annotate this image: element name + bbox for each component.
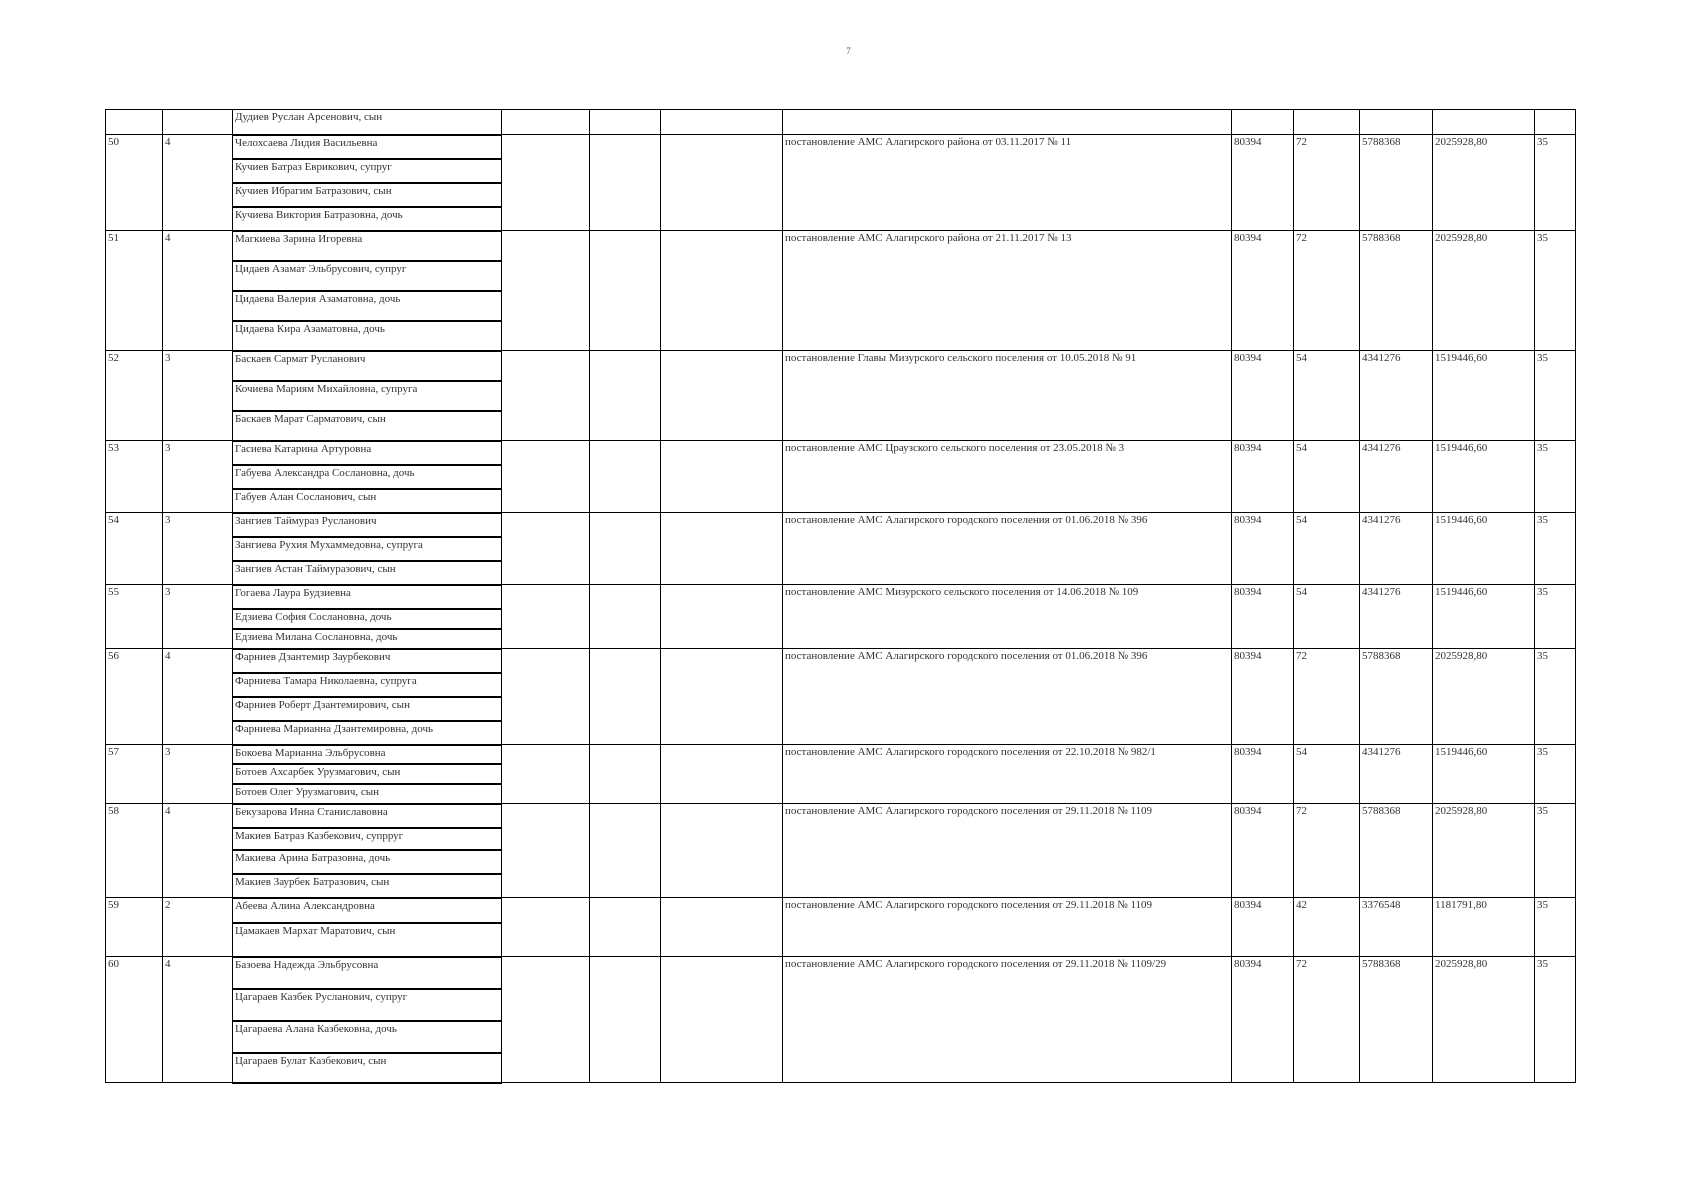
value-cell-4: 1519446,60 [1433,351,1535,441]
family-member-name: Баскаев Марат Сарматович, сын [233,411,502,441]
family-member-name: Гасиева Катарина Артуровна [233,441,502,465]
value-cell-1: 80394 [1232,898,1294,957]
empty-cell-b [590,745,661,804]
value-cell-4 [1433,110,1535,135]
family-member-name: Ботоев Ахсарбек Урузмагович, сын [233,764,502,784]
record-number [106,110,163,135]
family-member-name: Фарниева Тамара Николаевна, супруга [233,673,502,697]
empty-cell-c [661,898,783,957]
family-member-name: Дудиев Руслан Арсенович, сын [233,110,502,135]
value-cell-5: 35 [1535,898,1576,957]
empty-cell-c [661,649,783,745]
empty-cell-b [590,441,661,513]
table-row [106,441,1576,465]
decision-document: постановление АМС Алагирского городского поселения от 29.11.2018 № 1109 [783,898,1232,957]
value-cell-5: 35 [1535,135,1576,231]
decision-document: постановление АМС Алагирского городского поселения от 01.06.2018 № 396 [783,649,1232,745]
value-cell-4: 1181791,80 [1433,898,1535,957]
empty-cell-b [590,585,661,649]
value-cell-1: 80394 [1232,441,1294,513]
empty-cell-c [661,745,783,804]
page-number: 7 [846,46,851,56]
value-cell-5: 35 [1535,957,1576,1083]
value-cell-1: 80394 [1232,957,1294,1083]
family-size: 4 [163,231,233,351]
value-cell-3 [1360,110,1433,135]
record-number: 54 [106,513,163,585]
family-member-name: Бекузарова Инна Станиславовна [233,804,502,828]
empty-cell-a [502,351,590,441]
empty-cell-a [502,441,590,513]
value-cell-3: 5788368 [1360,649,1433,745]
family-member-name: Баскаев Сармат Русланович [233,351,502,381]
family-member-name: Абеева Алина Александровна [233,898,502,923]
family-member-name: Гогаева Лаура Будзиевна [233,585,502,609]
value-cell-2: 42 [1294,898,1360,957]
table-row [106,957,1576,989]
value-cell-5: 35 [1535,231,1576,351]
value-cell-3: 4341276 [1360,513,1433,585]
family-member-name: Зангиева Рухия Мухаммедовна, супруга [233,537,502,561]
family-size: 4 [163,135,233,231]
family-size: 4 [163,957,233,1083]
family-size [163,110,233,135]
value-cell-1: 80394 [1232,804,1294,898]
table-row [106,804,1576,828]
empty-cell-a [502,231,590,351]
value-cell-4: 2025928,80 [1433,231,1535,351]
record-number: 57 [106,745,163,804]
value-cell-2: 72 [1294,957,1360,1083]
value-cell-3: 4341276 [1360,441,1433,513]
empty-cell-b [590,649,661,745]
table-row [106,649,1576,673]
empty-cell-c [661,135,783,231]
decision-document: постановление АМС Цраузского сельского поселения от 23.05.2018 № 3 [783,441,1232,513]
family-size: 3 [163,745,233,804]
family-member-name: Цамакаев Мархат Маратович, сын [233,923,502,957]
empty-cell-a [502,898,590,957]
value-cell-1: 80394 [1232,745,1294,804]
value-cell-5 [1535,110,1576,135]
record-number: 59 [106,898,163,957]
value-cell-2: 54 [1294,351,1360,441]
empty-cell-a [502,957,590,1083]
family-member-name: Едзиева София Сослановна, дочь [233,609,502,629]
empty-cell-c [661,351,783,441]
value-cell-2: 72 [1294,135,1360,231]
value-cell-1: 80394 [1232,351,1294,441]
family-member-name: Челохсаева Лидия Васильевна [233,135,502,159]
value-cell-5: 35 [1535,351,1576,441]
record-number: 58 [106,804,163,898]
value-cell-1 [1232,110,1294,135]
decision-document: постановление АМС Алагирского городского поселения от 01.06.2018 № 396 [783,513,1232,585]
value-cell-1: 80394 [1232,585,1294,649]
family-size: 3 [163,441,233,513]
family-member-name: Цидаев Азамат Эльбрусович, супруг [233,261,502,291]
family-size: 2 [163,898,233,957]
family-size: 3 [163,513,233,585]
empty-cell-a [502,745,590,804]
empty-cell-b [590,898,661,957]
value-cell-1: 80394 [1232,231,1294,351]
value-cell-4: 1519446,60 [1433,745,1535,804]
decision-document: постановление АМС Мизурского сельского поселения от 14.06.2018 № 109 [783,585,1232,649]
table-row [106,351,1576,381]
value-cell-4: 1519446,60 [1433,513,1535,585]
value-cell-3: 5788368 [1360,135,1433,231]
empty-cell-a [502,804,590,898]
decision-document: постановление АМС Алагирского городского поселения от 22.10.2018 № 982/1 [783,745,1232,804]
table-row [106,745,1576,764]
family-member-name: Макиева Арина Батразовна, дочь [233,850,502,874]
empty-cell-c [661,513,783,585]
value-cell-3: 5788368 [1360,231,1433,351]
value-cell-4: 2025928,80 [1433,804,1535,898]
value-cell-4: 2025928,80 [1433,649,1535,745]
value-cell-5: 35 [1535,513,1576,585]
record-number: 56 [106,649,163,745]
decision-document: постановление АМС Алагирского района от 21.11.2017 № 13 [783,231,1232,351]
value-cell-4: 2025928,80 [1433,957,1535,1083]
family-member-name: Цагараев Булат Казбекович, сын [233,1053,502,1083]
value-cell-2: 72 [1294,231,1360,351]
table-row [106,585,1576,609]
value-cell-3: 3376548 [1360,898,1433,957]
value-cell-5: 35 [1535,804,1576,898]
value-cell-2: 54 [1294,513,1360,585]
value-cell-3: 5788368 [1360,957,1433,1083]
decision-document: постановление Главы Мизурского сельского поселения от 10.05.2018 № 91 [783,351,1232,441]
empty-cell-c [661,957,783,1083]
value-cell-2 [1294,110,1360,135]
empty-cell-b [590,957,661,1083]
value-cell-2: 54 [1294,585,1360,649]
value-cell-4: 1519446,60 [1433,585,1535,649]
empty-cell-a [502,513,590,585]
family-size: 3 [163,351,233,441]
family-member-name: Фарниев Дзантемир Заурбекович [233,649,502,673]
value-cell-3: 4341276 [1360,745,1433,804]
empty-cell-b [590,135,661,231]
family-size: 4 [163,649,233,745]
value-cell-2: 54 [1294,441,1360,513]
family-member-name: Кучиева Виктория Батразовна, дочь [233,207,502,231]
empty-cell-c [661,110,783,135]
value-cell-5: 35 [1535,585,1576,649]
empty-cell-b [590,231,661,351]
record-number: 50 [106,135,163,231]
value-cell-1: 80394 [1232,649,1294,745]
family-member-name: Едзиева Милана Сослановна, дочь [233,629,502,649]
family-member-name: Зангиев Астан Таймуразович, сын [233,561,502,585]
empty-cell-c [661,231,783,351]
family-member-name: Макиев Заурбек Батразович, сын [233,874,502,898]
empty-cell-c [661,441,783,513]
value-cell-4: 1519446,60 [1433,441,1535,513]
family-member-name: Магкиева Зарина Игоревна [233,231,502,261]
family-member-name: Кучиев Батраз Еврикович, супруг [233,159,502,183]
empty-cell-a [502,649,590,745]
value-cell-5: 35 [1535,441,1576,513]
value-cell-2: 72 [1294,649,1360,745]
value-cell-5: 35 [1535,745,1576,804]
family-member-name: Фарниева Марианна Дзантемировна, дочь [233,721,502,745]
record-number: 60 [106,957,163,1083]
empty-cell-a [502,585,590,649]
empty-cell-c [661,585,783,649]
family-member-name: Фарниев Роберт Дзантемирович, сын [233,697,502,721]
family-member-name: Цагараев Казбек Русланович, супруг [233,989,502,1021]
record-number: 51 [106,231,163,351]
family-member-name: Бокоева Марианна Эльбрусовна [233,745,502,764]
decision-document [783,110,1232,135]
family-member-name: Зангиев Таймураз Русланович [233,513,502,537]
table-row [106,135,1576,159]
value-cell-1: 80394 [1232,513,1294,585]
record-number: 55 [106,585,163,649]
family-member-name: Макиев Батраз Казбекович, супрруг [233,828,502,850]
family-member-name: Ботоев Олег Урузмагович, сын [233,784,502,804]
decision-document: постановление АМС Алагирского района от 03.11.2017 № 11 [783,135,1232,231]
decision-document: постановление АМС Алагирского городского поселения от 29.11.2018 № 1109/29 [783,957,1232,1083]
value-cell-3: 5788368 [1360,804,1433,898]
record-number: 52 [106,351,163,441]
family-member-name: Габуева Александра Сослановна, дочь [233,465,502,489]
family-size: 3 [163,585,233,649]
empty-cell-b [590,513,661,585]
family-member-name: Цидаева Кира Азаматовна, дочь [233,321,502,351]
empty-cell-b [590,351,661,441]
empty-cell-a [502,135,590,231]
housing-register-table [105,109,1576,1084]
family-member-name: Кучиев Ибрагим Батразович, сын [233,183,502,207]
value-cell-2: 72 [1294,804,1360,898]
value-cell-3: 4341276 [1360,585,1433,649]
table-row [106,513,1576,537]
family-size: 4 [163,804,233,898]
table-row [106,110,1576,135]
value-cell-4: 2025928,80 [1433,135,1535,231]
table-row [106,231,1576,261]
decision-document: постановление АМС Алагирского городского поселения от 29.11.2018 № 1109 [783,804,1232,898]
family-member-name: Габуев Алан Сосланович, сын [233,489,502,513]
value-cell-5: 35 [1535,649,1576,745]
family-member-name: Базоева Надежда Эльбрусовна [233,957,502,989]
family-member-name: Цагараева Алана Казбековна, дочь [233,1021,502,1053]
family-member-name: Кочиева Мариям Михайловна, супруга [233,381,502,411]
value-cell-2: 54 [1294,745,1360,804]
empty-cell-b [590,804,661,898]
family-member-name: Цидаева Валерия Азаматовна, дочь [233,291,502,321]
empty-cell-a [502,110,590,135]
table-row [106,898,1576,923]
empty-cell-c [661,804,783,898]
empty-cell-b [590,110,661,135]
value-cell-3: 4341276 [1360,351,1433,441]
record-number: 53 [106,441,163,513]
value-cell-1: 80394 [1232,135,1294,231]
